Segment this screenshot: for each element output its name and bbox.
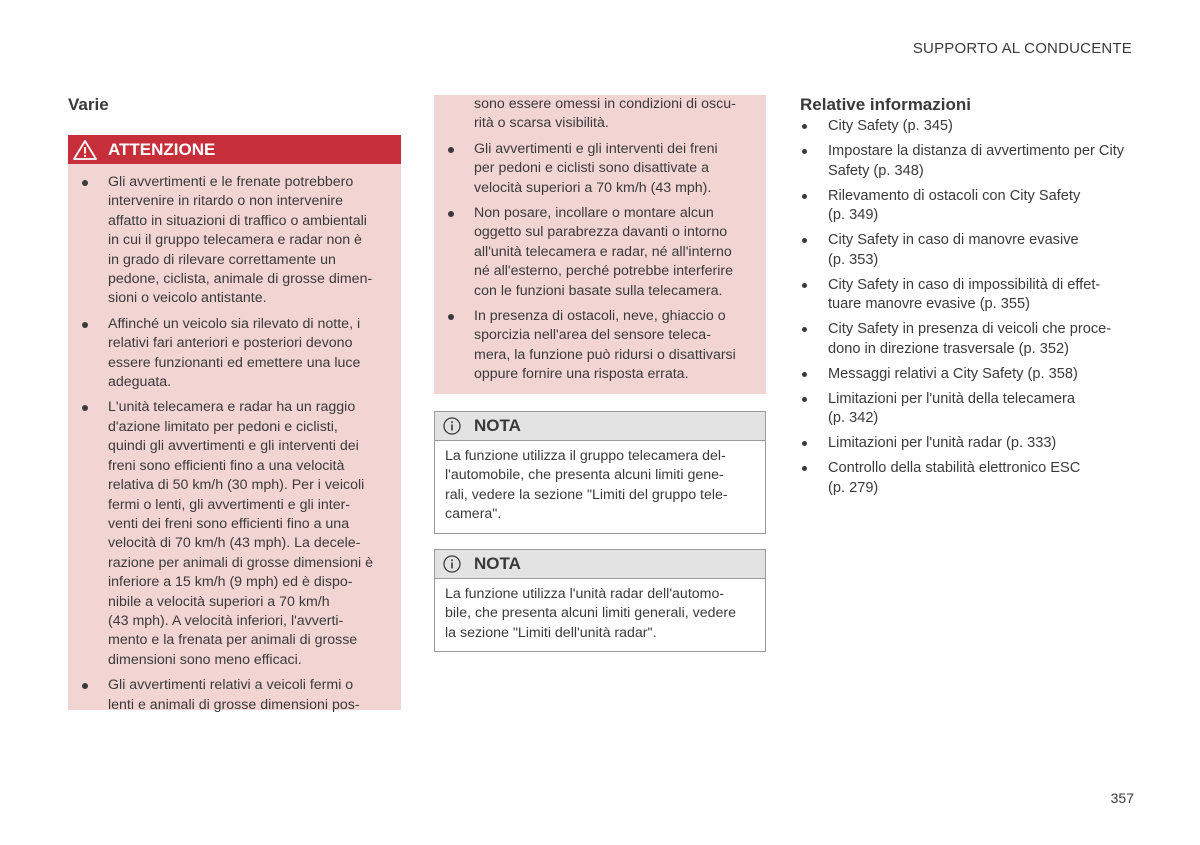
text-line: per pedoni e ciclisti sono disattivate a xyxy=(474,160,710,177)
text-line: City Safety in caso di manovre evasive xyxy=(828,232,1079,248)
text-line: (p. 353) xyxy=(828,251,879,268)
related-link-item[interactable] xyxy=(800,390,1140,429)
text-line: (p. 279) xyxy=(828,479,879,496)
related-link-item[interactable] xyxy=(800,231,1140,270)
text-line: mento e la frenata per animali di grosse xyxy=(108,632,358,649)
note-label: NOTA xyxy=(474,554,521,573)
related-link-item[interactable] xyxy=(800,320,1140,359)
bullet-icon xyxy=(802,124,807,129)
text-line: dimensioni sono meno efficaci. xyxy=(108,651,302,668)
text-line: velocità superiori a 70 km/h (43 mph). xyxy=(474,179,712,196)
related-link-item[interactable] xyxy=(800,459,1140,498)
text-line: Controllo della stabilità elettronico ESC xyxy=(828,460,1081,476)
text-line: venti dei freni sono efficienti fino a una xyxy=(108,515,350,532)
text-line: la sezione "Limiti dell'unità radar". xyxy=(445,624,657,641)
warning-list-item xyxy=(68,173,389,309)
related-link-item[interactable] xyxy=(800,434,1140,454)
column-right xyxy=(800,95,1140,504)
text-line: sioni o veicolo antistante. xyxy=(108,290,267,307)
text-line: L'unità telecamera e radar ha un raggio xyxy=(108,399,356,416)
text-line: Non posare, incollare o montare alcun xyxy=(474,205,714,222)
text-line: Limitazioni per l'unità della telecamera xyxy=(828,390,1075,407)
text-line: freni sono efficienti fino a una velocità xyxy=(108,457,345,474)
text-line: Impostare la distanza di avvertimento per City xyxy=(828,143,1125,159)
bullet-icon xyxy=(802,194,807,199)
warning-list-item xyxy=(434,204,754,301)
warning-list-item xyxy=(68,676,389,715)
warning-list-item-continued xyxy=(434,95,754,134)
text-line: Messaggi relativi a City Safety (p. 358) xyxy=(828,365,1078,382)
section-title-related: Relative informazioni xyxy=(800,95,971,114)
note-text xyxy=(435,441,765,533)
info-icon xyxy=(443,417,461,435)
bullet-icon xyxy=(82,683,88,689)
text-line: pedone, ciclista, animale di grosse dimen- xyxy=(108,271,373,288)
text-line: City Safety in caso di impossibilità di effet- xyxy=(828,276,1101,293)
related-link-item[interactable] xyxy=(800,117,1140,137)
text-line: oggetto sul parabrezza davanti o intorno xyxy=(474,224,728,241)
text-line: d'azione limitato per pedoni e ciclisti, xyxy=(108,418,338,435)
text-line: essere funzionanti ed emettere una luce xyxy=(108,354,361,371)
text-line: Rilevamento di ostacoli con City Safety xyxy=(828,187,1081,204)
bullet-icon xyxy=(802,397,807,402)
warning-list-item xyxy=(434,307,754,385)
related-link-item[interactable] xyxy=(800,142,1140,181)
text-line: relativa di 50 km/h (30 mph). Per i veicoli xyxy=(108,477,365,494)
note-label: NOTA xyxy=(474,416,521,435)
text-line: (p. 349) xyxy=(828,207,879,223)
note-header xyxy=(435,550,765,579)
bullet-icon xyxy=(448,314,454,320)
related-link-item[interactable] xyxy=(800,276,1140,315)
bullet-icon xyxy=(802,327,807,332)
bullet-icon xyxy=(82,322,88,328)
text-line: La funzione utilizza l'unità radar dell'automo- xyxy=(445,586,725,602)
text-line: oppure fornire una risposta errata. xyxy=(474,366,689,383)
text-line: affatto in situazioni di traffico o ambientali xyxy=(108,212,367,229)
text-line: (p. 342) xyxy=(828,410,879,426)
bullet-icon xyxy=(802,372,807,377)
text-line: all'unità telecamera e radar, né all'interno xyxy=(474,243,732,260)
related-link-item[interactable] xyxy=(800,365,1140,385)
note-header xyxy=(435,412,765,441)
text-line: in cui il gruppo telecamera e radar non è xyxy=(108,232,362,249)
text-line: Gli avvertimenti relativi a veicoli fermi o xyxy=(108,677,354,694)
text-line: City Safety in presenza di veicoli che proce- xyxy=(828,321,1112,337)
column-left xyxy=(68,95,401,713)
section-title-varie: Varie xyxy=(68,95,109,114)
text-line: rità o scarsa visibilità. xyxy=(474,115,609,132)
text-line: bile, che presenta alcuni limiti generali, vedere xyxy=(445,605,737,622)
warning-box xyxy=(68,135,401,713)
text-line: camera". xyxy=(445,506,502,523)
text-line: La funzione utilizza il gruppo telecamera del- xyxy=(445,448,726,464)
text-line: razione per animali di grosse dimensioni è xyxy=(108,554,373,571)
text-line: In presenza di ostacoli, neve, ghiaccio o xyxy=(474,308,726,325)
text-line: rali, vedere la sezione "Limiti del gruppo tele- xyxy=(445,486,728,503)
bullet-icon xyxy=(82,405,88,411)
bullet-icon xyxy=(802,466,807,471)
related-link-item[interactable] xyxy=(800,187,1140,226)
bullet-icon xyxy=(802,238,807,243)
bullet-icon xyxy=(802,441,807,446)
text-line: sporcizia nell'area del sensore teleca- xyxy=(474,327,711,344)
page-number: 357 xyxy=(1110,790,1134,806)
warning-list-item xyxy=(68,398,389,670)
related-links-list xyxy=(800,117,1140,498)
text-line: adeguata. xyxy=(108,374,172,391)
text-line: fermi o lenti, gli avvertimenti e gli inter- xyxy=(108,496,351,513)
warning-list-item xyxy=(68,315,389,393)
text-line: nibile a velocità superiori a 70 km/h xyxy=(108,593,330,610)
bullet-icon xyxy=(448,211,454,217)
text-line: l'automobile, che presenta alcuni limiti gene- xyxy=(445,467,724,484)
text-line: velocità di 70 km/h (43 mph). La decele- xyxy=(108,535,361,552)
info-icon xyxy=(443,555,461,573)
warning-list-continued xyxy=(434,95,766,385)
warning-box-continued xyxy=(434,95,766,394)
running-header: SUPPORTO AL CONDUCENTE xyxy=(912,40,1132,57)
bullet-icon xyxy=(802,283,807,288)
note-box-camera xyxy=(434,411,766,534)
text-line: Limitazioni per l'unità radar (p. 333) xyxy=(828,435,1057,451)
text-line: tuare manovre evasive (p. 355) xyxy=(828,296,1030,312)
text-line: lenti e animali di grosse dimensioni pos- xyxy=(108,696,360,713)
warning-header xyxy=(68,135,401,164)
text-line: sono essere omessi in condizioni di oscu- xyxy=(474,96,736,112)
text-line: quindi gli avvertimenti e gli interventi dei xyxy=(108,438,359,455)
bullet-icon xyxy=(82,180,88,186)
text-line: relativi fari anteriori e posteriori devono xyxy=(108,335,353,352)
text-line: con le funzioni basate sulla telecamera. xyxy=(474,282,723,299)
text-line: Affinché un veicolo sia rilevato di notte, i xyxy=(108,315,361,332)
warning-list xyxy=(68,164,401,715)
text-line: dono in direzione trasversale (p. 352) xyxy=(828,340,1069,357)
text-line: inferiore a 15 km/h (9 mph) ed è dispo- xyxy=(108,574,353,591)
note-box-radar xyxy=(434,549,766,652)
bullet-icon xyxy=(802,149,807,154)
bullet-icon xyxy=(448,147,454,153)
note-text xyxy=(435,579,765,651)
text-line: (43 mph). A velocità inferiori, l'avverti- xyxy=(108,612,344,629)
text-line: Gli avvertimenti e le frenate potrebbero xyxy=(108,174,354,190)
text-line: né all'esterno, perché potrebbe interferire xyxy=(474,263,734,280)
text-line: City Safety (p. 345) xyxy=(828,118,953,134)
warning-label: ATTENZIONE xyxy=(108,139,216,159)
text-line: Gli avvertimenti e gli interventi dei freni xyxy=(474,140,718,157)
warning-list-item xyxy=(434,140,754,198)
text-line: mera, la funzione può ridursi o disattivarsi xyxy=(474,346,736,363)
warning-triangle-icon xyxy=(72,139,98,161)
text-line: Safety (p. 348) xyxy=(828,162,924,179)
text-line: in grado di rilevare correttamente un xyxy=(108,251,336,268)
text-line: intervenire in ritardo o non intervenire xyxy=(108,193,344,210)
